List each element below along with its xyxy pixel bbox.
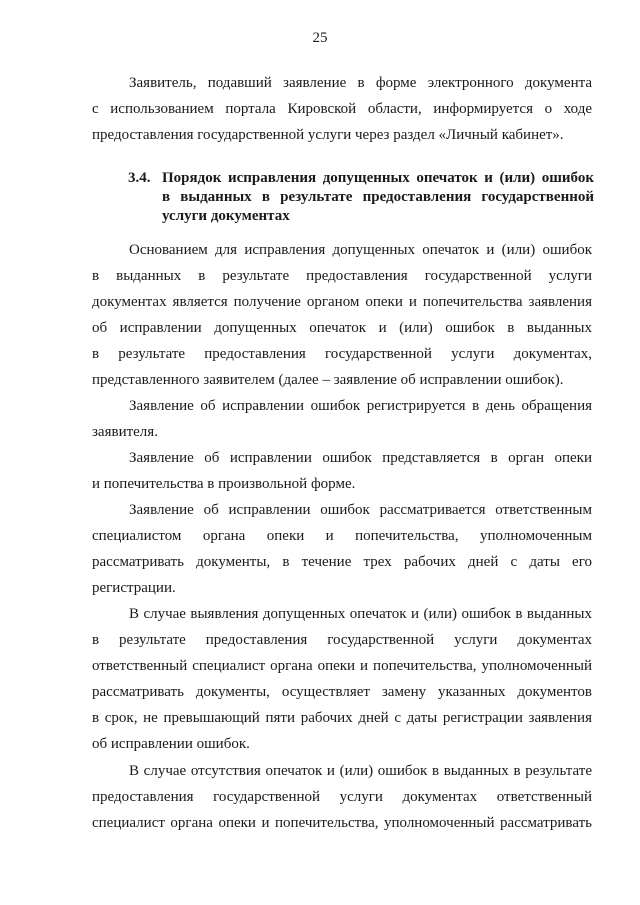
text-line: предоставления государственной услуги через раздел «Личный кабинет». xyxy=(92,127,564,143)
text-line: Заявление об исправлении ошибок представляется в орган опеки xyxy=(129,450,592,466)
text-line: ответственный специалист органа опеки и попечительства, уполномоченный xyxy=(92,658,592,674)
text-line: документах является получение органом опеки и попечительства заявления xyxy=(92,294,592,310)
text-line: предоставления государственной услуги документах ответственный xyxy=(92,789,592,805)
page-number: 25 xyxy=(312,30,328,46)
text-line: Основанием для исправления допущенных опечаток и (или) ошибок xyxy=(129,242,592,258)
heading-line: в выданных в результате предоставления государственной xyxy=(162,189,594,205)
text-line: Заявитель, подавший заявление в форме электронного документа xyxy=(129,75,592,91)
text-line: и попечительства в произвольной форме. xyxy=(92,476,356,492)
heading-text: Порядок исправления допущенных опечаток и (или) ошибок xyxy=(162,170,594,186)
paragraph-review xyxy=(92,497,592,601)
text-line: об исправлении ошибок. xyxy=(92,736,250,752)
text-line: В случае отсутствия опечаток и (или) ошибок в выданных в результате xyxy=(129,763,592,779)
heading-line xyxy=(128,169,594,188)
text-line: с использованием портала Кировской области, информируется о ходе xyxy=(92,101,592,117)
intro-paragraph xyxy=(92,70,592,148)
text-line: специалист органа опеки и попечительства, уполномоченный рассматривать xyxy=(92,815,592,831)
text-line: Заявление об исправлении ошибок регистрируется в день обращения xyxy=(129,398,592,414)
paragraph-absence xyxy=(92,758,592,836)
text-line: в срок, не превышающий пяти рабочих дней с даты регистрации заявления xyxy=(92,710,592,726)
text-line: заявителя. xyxy=(92,424,158,440)
text-line: Заявление об исправлении ошибок рассматривается ответственным xyxy=(129,502,592,518)
section-number: 3.4. xyxy=(128,170,151,186)
text-line: об исправлении допущенных опечаток и (или) ошибок в выданных xyxy=(92,320,592,336)
heading-line: услуги документах xyxy=(162,208,290,224)
text-line: рассматривать документы, осуществляет замену указанных документов xyxy=(92,684,592,700)
paragraph-replacement xyxy=(92,601,592,757)
text-line: специалистом органа опеки и попечительства, уполномоченным xyxy=(92,528,592,544)
text-line: В случае выявления допущенных опечаток и (или) ошибок в выданных xyxy=(129,606,592,622)
text-line: рассматривать документы, в течение трех рабочих дней с даты его xyxy=(92,554,592,570)
paragraph-basis xyxy=(92,237,592,393)
section-heading xyxy=(128,169,594,226)
text-line: регистрации. xyxy=(92,580,176,596)
paragraph-registration xyxy=(92,393,592,445)
text-line: в результате предоставления государственной услуги документах, xyxy=(92,346,592,362)
paragraph-submission xyxy=(92,445,592,497)
text-line: представленного заявителем (далее – заявление об исправлении ошибок). xyxy=(92,372,564,388)
text-line: в выданных в результате предоставления государственной услуги xyxy=(92,268,592,284)
text-line: в результате предоставления государственной услуги документах xyxy=(92,632,592,648)
